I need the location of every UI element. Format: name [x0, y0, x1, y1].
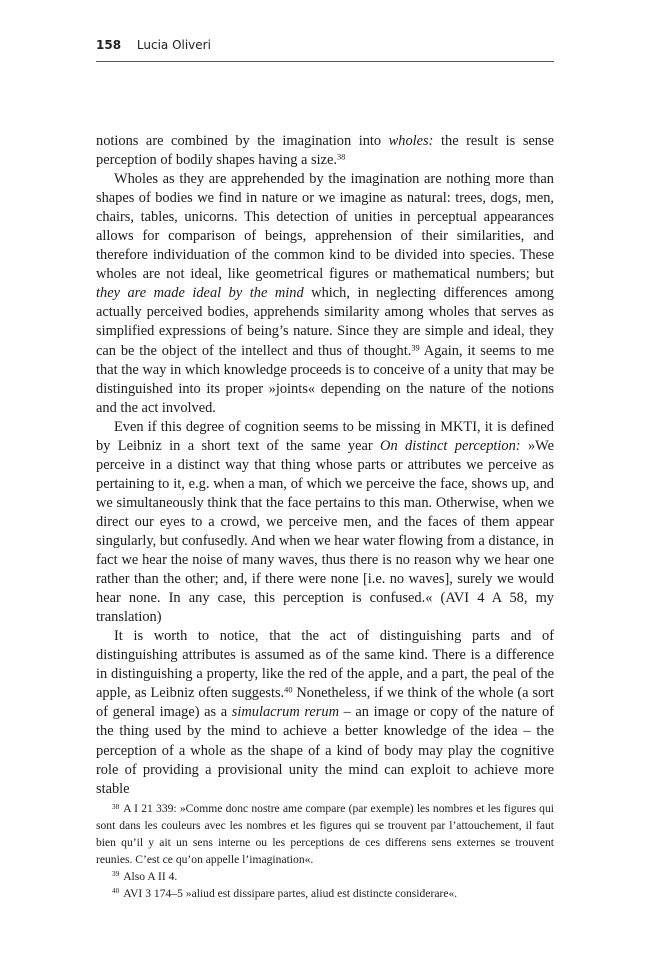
text-run: Even if this degree of cognition seems to be missing in MKTI, it is defined by Leibniz in a short text of the same year: [96, 418, 554, 454]
footnote-mark: 38: [112, 802, 120, 811]
footnotes: [96, 801, 554, 902]
text-run: Again, it seems to me that the way in which knowledge proceeds is to conceive of a unity that may be distinguished into its proper »joints« depending on the nature of the notions and the act involved.: [96, 342, 554, 416]
paragraph-1: [96, 132, 554, 170]
italic-run: wholes:: [388, 133, 434, 149]
footnote: [96, 886, 554, 903]
text-run: which, in neglecting differences among actually perceived bodies, apprehends similarity among wholes that serves as simplified expressions of being’s nature. Since they are simple and ideal, they can be the object of the intellect and thus of thought.: [96, 285, 554, 359]
footnote-mark: 40: [112, 887, 120, 896]
italic-run: they are made ideal by the mind: [96, 285, 304, 302]
running-author: Lucia Oliveri: [136, 38, 211, 52]
paragraph-2: [96, 170, 554, 418]
footnote-text: Also A II 4.: [123, 869, 178, 883]
footnote-mark: 39: [112, 870, 120, 879]
text-run: It is worth to notice, that the act of distinguishing parts and of distinguishing attributes is assumed as of the same kind. There is a difference in distinguishing a property, like the red of the apple, and a part, the peal of the apple, as Leibniz often suggests.: [96, 628, 554, 702]
footnote-ref: 40: [284, 685, 293, 695]
running-header: [96, 38, 554, 52]
italic-run: simulacrum rerum: [231, 704, 339, 721]
footnote: [96, 801, 554, 869]
footnote-ref: 38: [336, 152, 346, 162]
text-run: notions are combined by the imagination into: [96, 133, 389, 149]
footnote: [96, 869, 554, 886]
text-run: Nonetheless, if we think of the whole (a sort of general image) as a: [96, 685, 554, 721]
footnote-text: AVI 3 174–5 »aliud est dissipare partes, aliud est distincte considerare«.: [123, 886, 458, 900]
paragraph-3: [96, 418, 554, 628]
header-rule: [96, 61, 554, 62]
footnote-text: A I 21 339: »Comme donc nostre ame compare (par exemple) les nombres et les figures qui sont dans les couleurs avec les nombres et les figures qui se trouvent par l’attouchement, il faut bien qu’il y ait un sens interne ou les perceptions de ces differens sens externes se trouvent reunies. C’est ce qu’on appelle l’imagination«.: [96, 802, 554, 866]
paragraph-4: [96, 627, 554, 798]
page-number: 158: [96, 38, 122, 52]
main-text: [96, 132, 554, 799]
text-run: – an image or copy of the nature of the thing used by the mind to achieve a better knowledge of the idea – the perception of a whole as the shape of a kind of body may play the cognitive role of providing a provisional unity the mind can exploit to achieve more stable: [96, 704, 554, 797]
italic-run: On distinct perception:: [380, 437, 521, 454]
text-run: »We perceive in a distinct way that thing whose parts or attributes we perceive as pertaining to it, e.g. when a man, of which we perceive the face, shows up, and we simultaneously think that the face pertains to this man. Otherwise, when we direct our eyes to a crowd, we perceive men, and the faces of them appear singularly, but confusedly. And when we hear water flowing from a distance, in fact we hear the noise of many waves, thus there is no reason why we hear one rather than the other; and, if there were none [i.e. no waves], surely we would hear none. In any case, this perception is confused.« (AVI 4 A 58, my translation): [96, 437, 554, 626]
footnote-ref: 39: [411, 342, 420, 352]
text-run: the result is sense perception of bodily shapes having a size.: [96, 133, 554, 169]
text-run: Wholes as they are apprehended by the imagination are nothing more than shapes of bodies we find in nature or we imagine as natural: trees, dogs, men, chairs, tables, unicorns. This detection of unities in perceptual appearances allows for comparison of beings, apprehension of their similarities, and therefore individuation of the common kind to be divided into species. These wholes are not ideal, like geometrical figures or mathematical numbers; but: [96, 171, 554, 283]
